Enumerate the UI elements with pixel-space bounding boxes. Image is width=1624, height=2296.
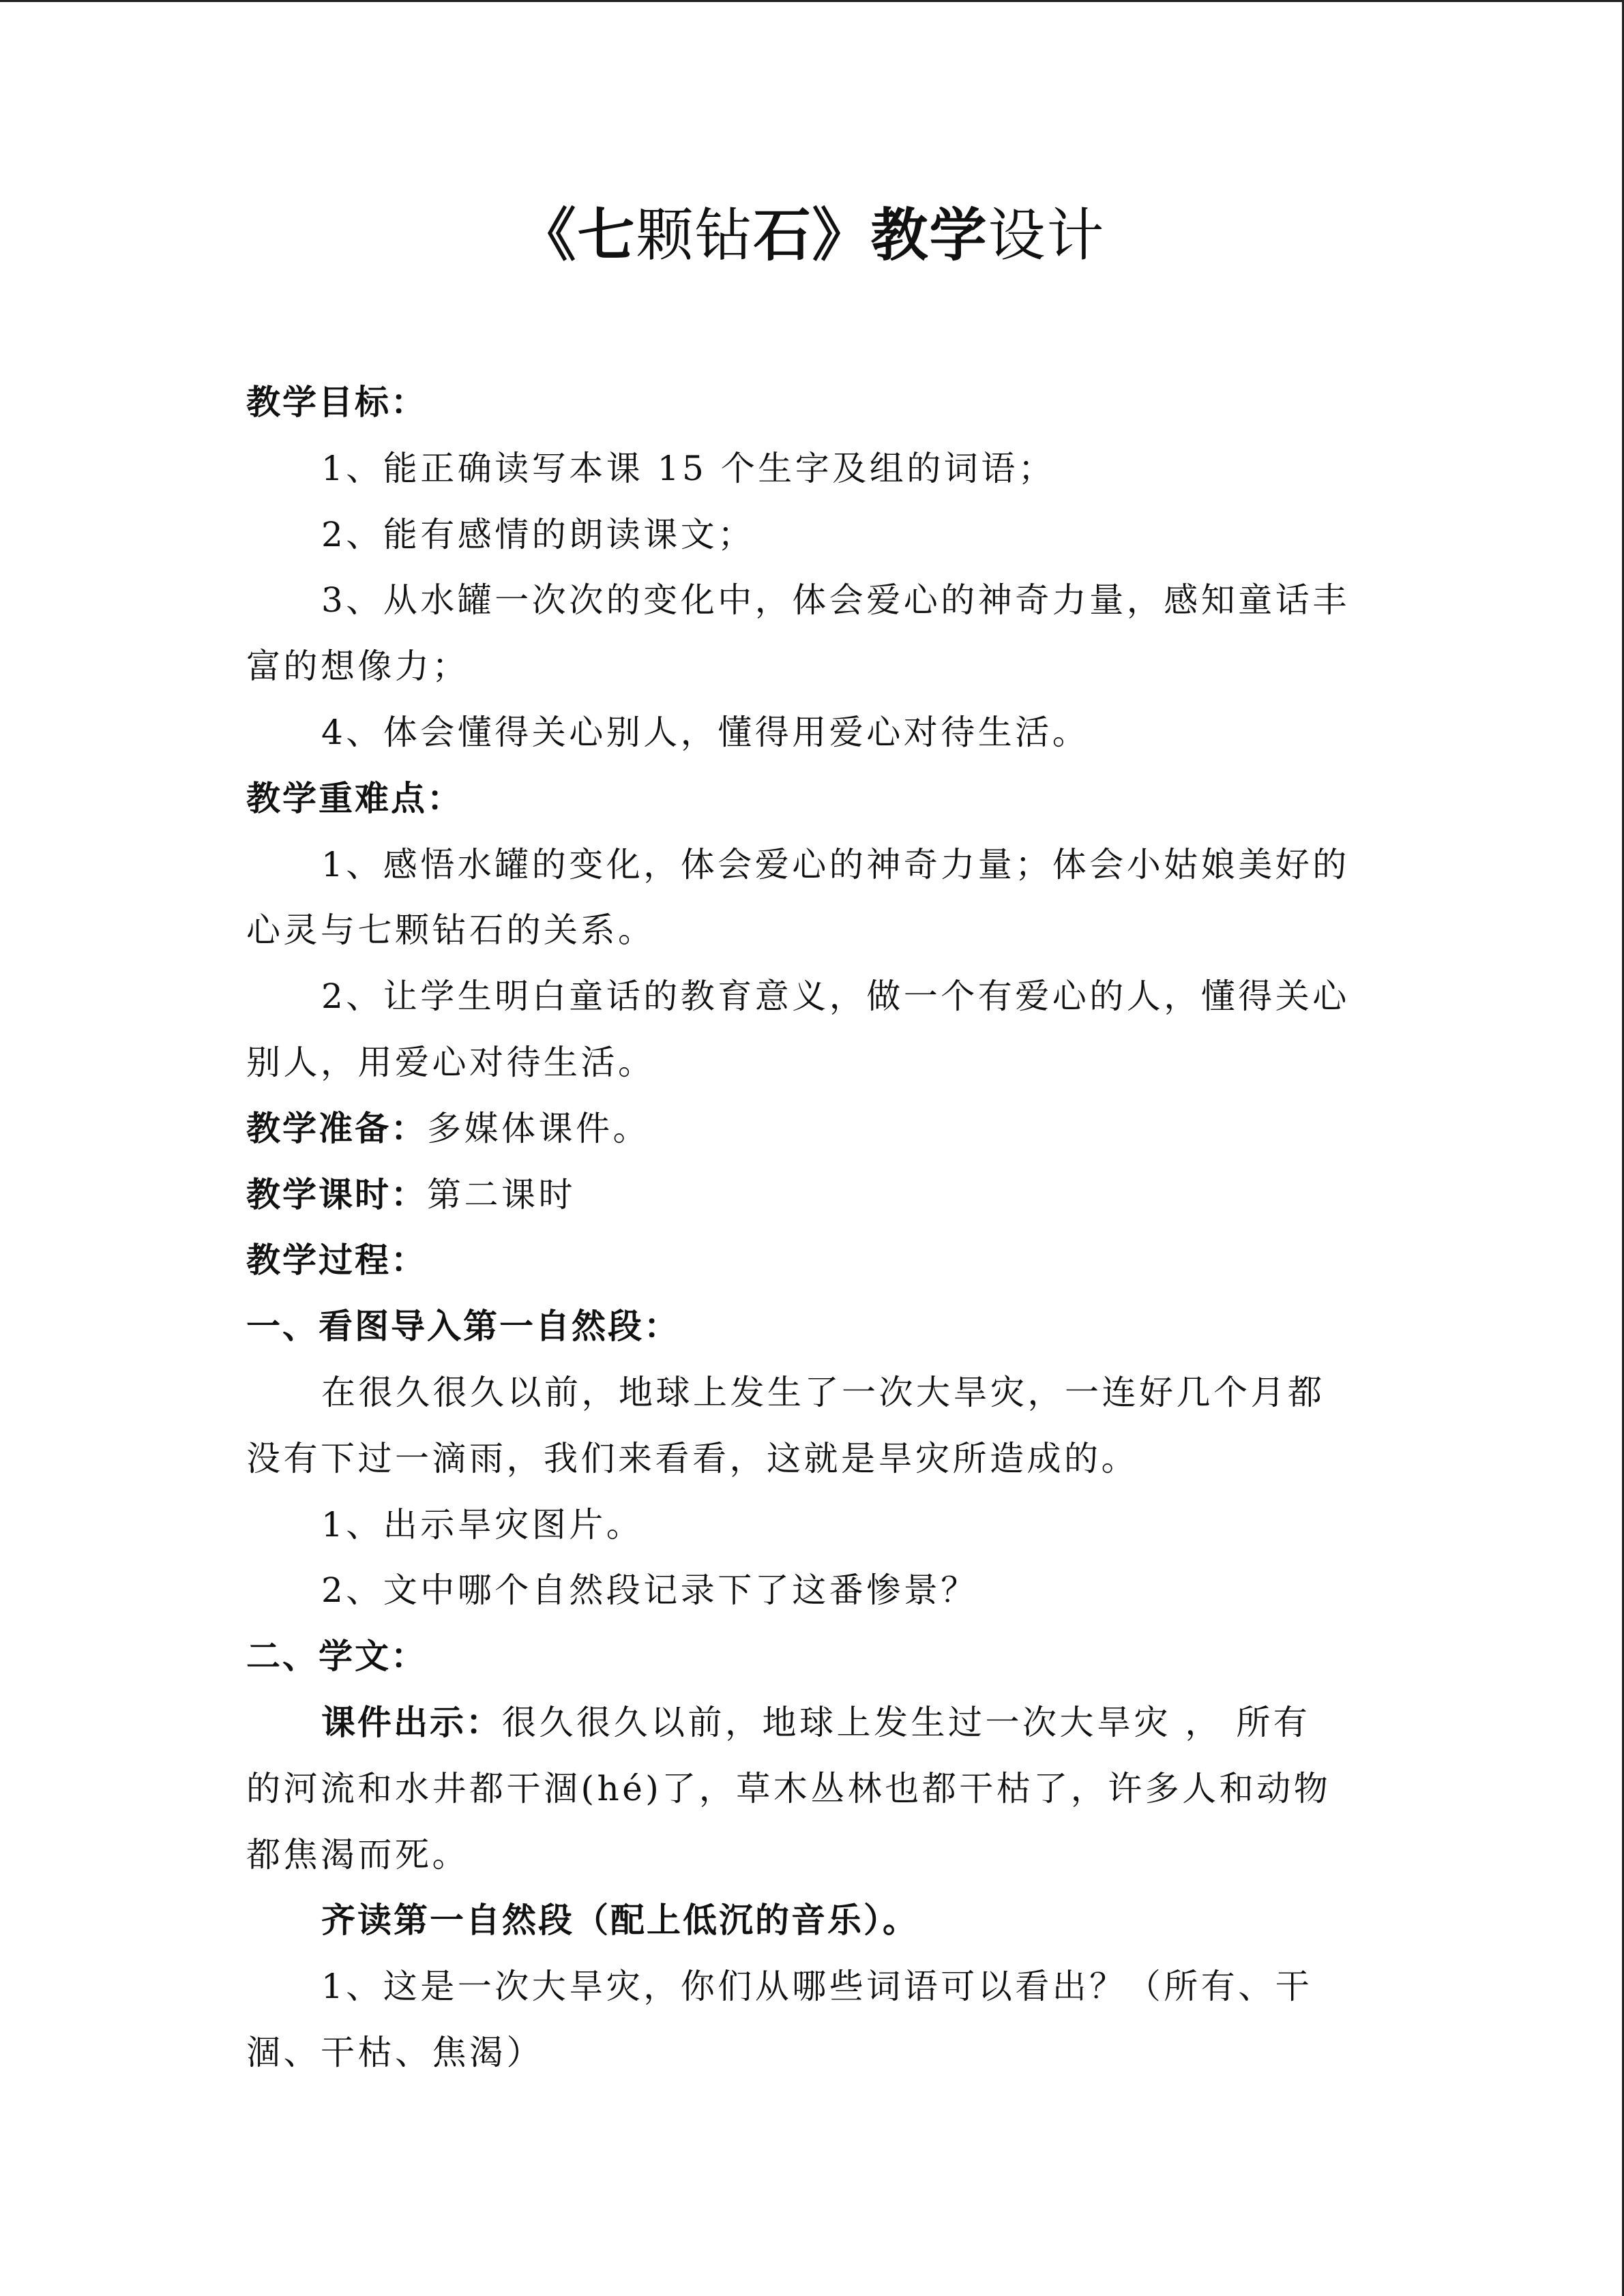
question-drought-continued: 涸、干枯、焦渴） bbox=[246, 2032, 544, 2072]
section-heading-key-points: 教学重难点： bbox=[246, 777, 463, 818]
title-part-3: 石》教学 bbox=[753, 201, 988, 269]
lesson-hours-value: 第二课时 bbox=[427, 1174, 576, 1214]
objective-item-2: 2、能有感情的朗读课文； bbox=[321, 514, 755, 554]
objective-item-3: 3、从水罐一次次的变化中，体会爱心的神奇力量，感知童话丰 bbox=[321, 580, 1350, 621]
key-point-2: 2、让学生明白童话的教育意义，做一个有爱心的人，懂得关心 bbox=[321, 976, 1350, 1017]
paragraph-intro-continued: 没有下过一滴雨，我们来看看，这就是旱灾所造成的。 bbox=[246, 1438, 1138, 1478]
paragraph-intro: 在很久很久以前，地球上发生了一次大旱灾，一连好几个月都 bbox=[321, 1372, 1325, 1412]
lesson-hours-line bbox=[246, 1162, 1378, 1228]
objective-item-4: 4、体会懂得关心别人，懂得用爱心对待生活。 bbox=[321, 712, 1090, 752]
key-point-1: 1、感悟水罐的变化，体会爱心的神奇力量；体会小姑娘美好的 bbox=[321, 844, 1350, 884]
key-point-2-continued: 别人，用爱心对待生活。 bbox=[246, 1042, 655, 1082]
question-drought: 1、这是一次大旱灾，你们从哪些词语可以看出？（所有、干 bbox=[321, 1967, 1313, 2007]
title-part-1: 《七 bbox=[518, 201, 636, 269]
key-point-1-continued: 心灵与七颗钻石的关系。 bbox=[246, 910, 655, 951]
courseware-text: 很久很久以前，地球上发生过一次大旱灾 ， 所有 bbox=[502, 1702, 1311, 1742]
read-together-instruction: 齐读第一自然段（配上低沉的音乐）。 bbox=[321, 1900, 919, 1941]
courseware-line bbox=[246, 1690, 1378, 1756]
objective-item-1: 1、能正确读写本课 15 个生字及组的词语； bbox=[321, 448, 1056, 488]
section-heading-objectives: 教学目标： bbox=[246, 382, 427, 422]
preparation-label: 教学准备： bbox=[246, 1107, 427, 1148]
objective-item-3-continued: 富的想像力； bbox=[246, 646, 469, 687]
document-body bbox=[246, 370, 1378, 2086]
courseware-text-continued-2: 都焦渴而死。 bbox=[246, 1834, 469, 1875]
title-part-2: 颗钻 bbox=[636, 202, 754, 269]
step-question: 2、文中哪个自然段记录下了这番惨景？ bbox=[321, 1570, 978, 1611]
preparation-value: 多媒体课件。 bbox=[427, 1108, 650, 1148]
title-part-4: 设计 bbox=[988, 202, 1106, 269]
section-heading-process: 教学过程： bbox=[246, 1240, 427, 1281]
courseware-label: 课件出示： bbox=[321, 1701, 502, 1742]
lesson-hours-label: 教学课时： bbox=[246, 1174, 427, 1214]
preparation-line bbox=[246, 1096, 1378, 1162]
part-one-heading: 一、看图导入第一自然段： bbox=[246, 1306, 680, 1347]
page-title bbox=[0, 198, 1624, 273]
courseware-text-continued-1: 的河流和水井都干涸(hé)了，草木丛林也都干枯了，许多人和动物 bbox=[246, 1768, 1331, 1808]
step-show-pictures: 1、出示旱灾图片。 bbox=[321, 1504, 644, 1545]
part-two-heading: 二、学文： bbox=[246, 1636, 427, 1677]
